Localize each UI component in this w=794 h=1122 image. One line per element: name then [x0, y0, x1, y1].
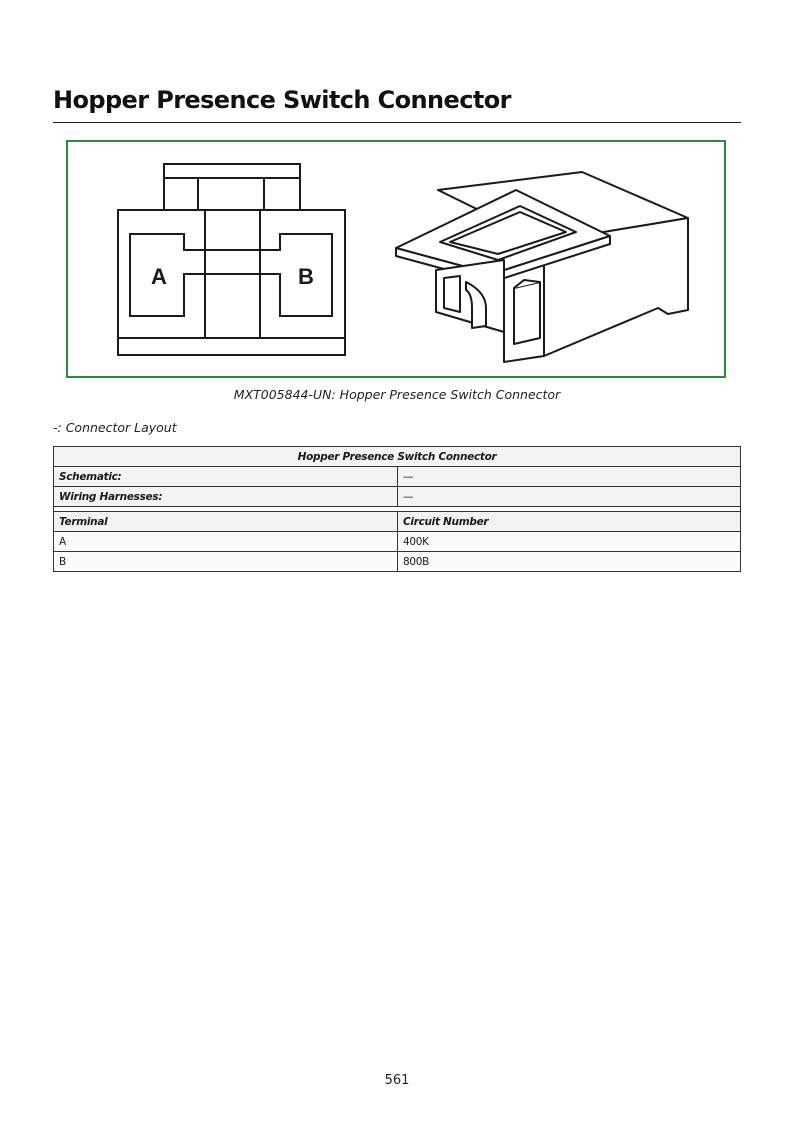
page-number: 561 — [384, 1073, 410, 1088]
circuit-number-cell: 800B — [398, 552, 741, 572]
schematic-value: — — [398, 467, 741, 487]
page-title: Hopper Presence Switch Connector — [53, 86, 511, 114]
table-title: Hopper Presence Switch Connector — [54, 447, 741, 467]
table-meta-row — [54, 467, 741, 487]
connector-illustration — [68, 142, 724, 376]
terminal-cell: B — [54, 552, 398, 572]
table-row — [54, 532, 741, 552]
circuit-number-column-header: Circuit Number — [398, 512, 741, 532]
terminal-a-label: A — [151, 264, 167, 289]
connector-face-view — [118, 164, 345, 355]
table-meta-row — [54, 487, 741, 507]
table-row — [54, 552, 741, 572]
terminal-cell: A — [54, 532, 398, 552]
circuit-number-cell: 400K — [398, 532, 741, 552]
table-title-row — [54, 447, 741, 467]
wiring-harnesses-value: — — [398, 487, 741, 507]
connector-layout-label: -: Connector Layout — [53, 420, 177, 435]
connector-isometric-view — [396, 172, 688, 362]
figure-caption: MXT005844-UN: Hopper Presence Switch Connector — [233, 387, 561, 402]
wiring-harnesses-label: Wiring Harnesses: — [54, 487, 398, 507]
table-header-row — [54, 512, 741, 532]
terminal-b-label: B — [298, 264, 314, 289]
schematic-label: Schematic: — [54, 467, 398, 487]
terminal-column-header: Terminal — [54, 512, 398, 532]
connector-table — [53, 446, 741, 572]
connector-figure — [66, 140, 726, 378]
title-divider — [53, 122, 741, 123]
